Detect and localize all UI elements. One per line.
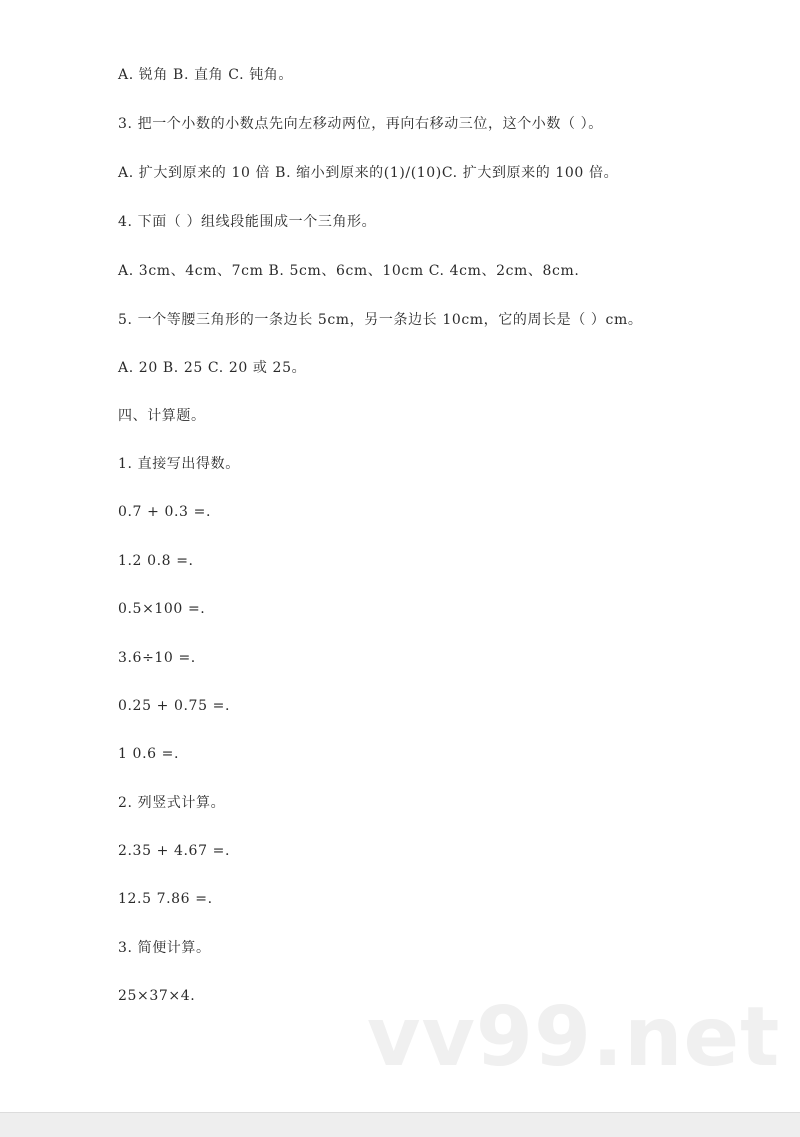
- expression-line: 0.7 + 0.3 =.: [118, 504, 211, 520]
- expression-line: 12.5 7.86 =.: [118, 891, 213, 907]
- expression-line: 0.25 + 0.75 =.: [118, 698, 231, 714]
- subsection-3: 3. 简便计算。: [118, 940, 211, 956]
- expression-line: 2.35 + 4.67 =.: [118, 843, 231, 859]
- subsection-2: 2. 列竖式计算。: [118, 795, 226, 811]
- expression-line: 1 0.6 =.: [118, 746, 180, 762]
- expression-line: 1.2 0.8 =.: [118, 553, 194, 569]
- page-bottom-bar: [0, 1112, 800, 1137]
- watermark: vv99.net: [367, 990, 781, 1085]
- subsection-1: 1. 直接写出得数。: [118, 456, 240, 472]
- question-4: 4. 下面（ ）组线段能围成一个三角形。: [118, 214, 377, 230]
- expression-line: 3.6÷10 =.: [118, 650, 196, 666]
- answer-options-q2: A. 锐角 B. 直角 C. 钝角。: [118, 67, 294, 83]
- question-3: 3. 把一个小数的小数点先向左移动两位，再向右移动三位，这个小数（ ）。: [118, 116, 603, 132]
- answer-options-q3: A. 扩大到原来的 10 倍 B. 缩小到原来的(1)/(10)C. 扩大到原来的 100 倍。: [118, 165, 619, 181]
- section-heading-calculation: 四、计算题。: [118, 408, 206, 424]
- answer-options-q5: A. 20 B. 25 C. 20 或 25。: [118, 360, 307, 376]
- answer-options-q4: A. 3cm、4cm、7cm B. 5cm、6cm、10cm C. 4cm、2cm、8cm.: [118, 263, 580, 279]
- expression-line: 0.5×100 =.: [118, 601, 206, 617]
- question-5: 5. 一个等腰三角形的一条边长 5cm，另一条边长 10cm，它的周长是（ ）cm。: [118, 312, 643, 328]
- expression-line: 25×37×4.: [118, 988, 196, 1004]
